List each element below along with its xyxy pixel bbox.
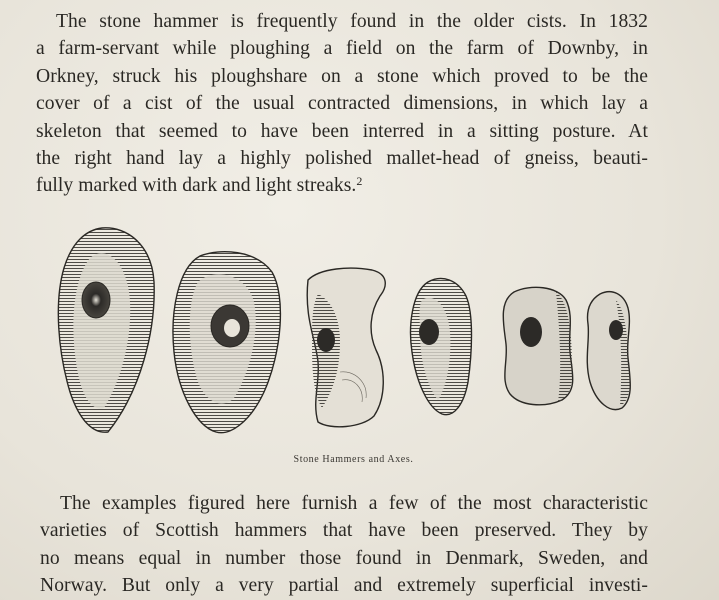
text-line-last [36, 172, 648, 199]
stone-hammer-5 [503, 287, 573, 404]
text-line: varieties of Scottish hammers that have been preserved. They by [40, 520, 648, 542]
text-line: no means equal in number those found in Denmark, Sweden, and [40, 547, 648, 569]
text-line: a farm-servant while ploughing a field on the farm of Downby, in [36, 38, 648, 60]
stone-hammer-1 [58, 228, 154, 432]
figure-caption [0, 454, 719, 465]
footnote-reference: 2 [356, 174, 363, 189]
paragraph-stone-hammer-cists [36, 8, 648, 200]
text-line: The stone hammer is frequently found in the older cists. In 1832 [56, 11, 648, 32]
figure-caption-text: Stone Hammers and Axes. [293, 454, 414, 465]
text-line: the right hand lay a highly polished mallet-head of gneiss, beauti- [36, 148, 648, 170]
paragraph-scottish-hammers [40, 490, 648, 600]
text-line: fully marked with dark and light streaks. [36, 175, 357, 197]
stone-hammer-6 [587, 292, 630, 410]
text-line: Orkney, struck his ploughshare on a stone which proved to be the [36, 65, 648, 87]
text-line: cover of a cist of the usual contracted dimensions, in which lay a [36, 93, 648, 115]
stone-hammer-4 [411, 278, 472, 414]
text-line: skeleton that seemed to have been interred in a sitting posture. At [36, 120, 648, 142]
text-line: Norway. But only a very partial and extremely superficial investi- [40, 575, 648, 597]
text-line: The examples figured here furnish a few of the most characteristic [60, 493, 648, 514]
stone-axe-3 [307, 268, 385, 427]
stone-hammer-2 [173, 252, 280, 433]
stone-hammers-illustration [50, 222, 650, 442]
